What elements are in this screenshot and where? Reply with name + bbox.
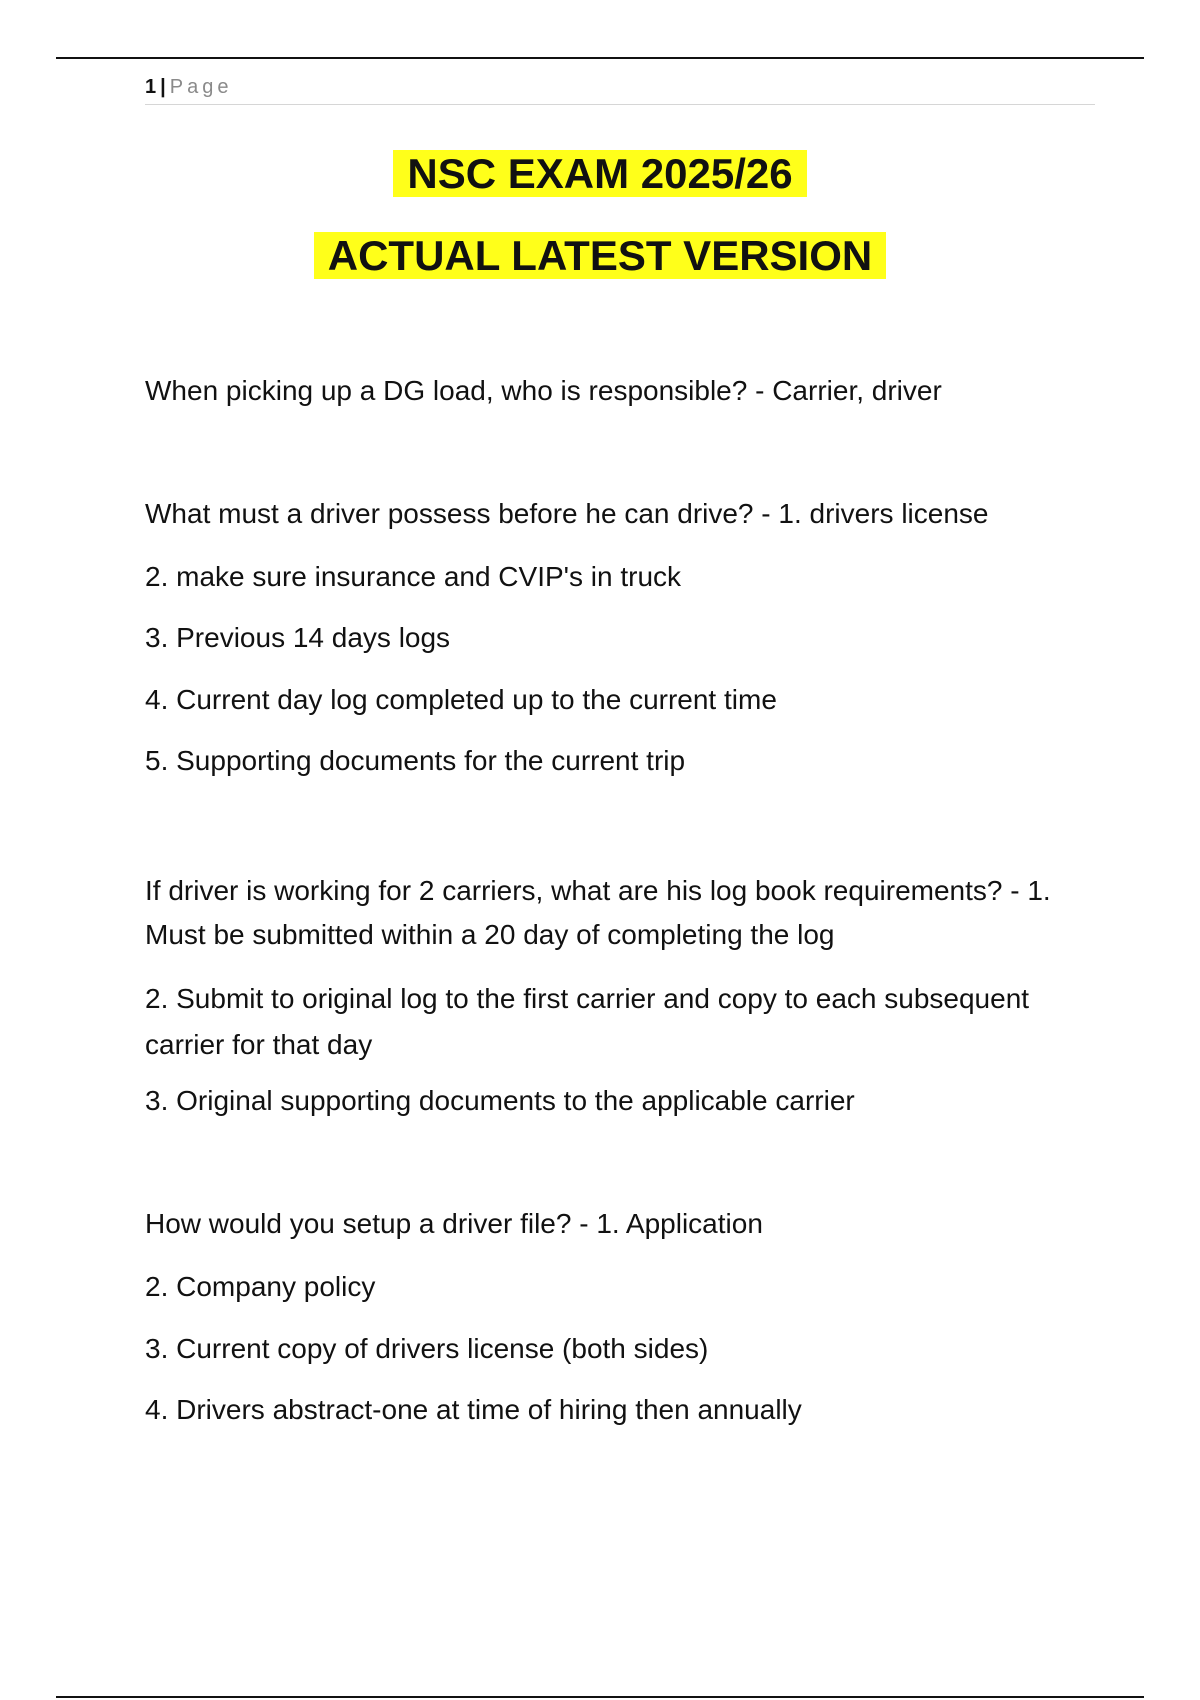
title-line-2-text: ACTUAL LATEST VERSION [314,232,886,279]
page-header [145,74,1095,105]
question-4: How would you setup a driver file? - 1. Application [145,1208,763,1239]
question-4-item: 2. Company policy [145,1271,376,1302]
question-2: What must a driver possess before he can drive? - 1. drivers license [145,498,989,529]
question-1: When picking up a DG load, who is responsible? - Carrier, driver [145,375,942,406]
question-2-item: 2. make sure insurance and CVIP's in truck [145,561,682,592]
title-line-2 [0,228,1200,284]
question-2-item: 4. Current day log completed up to the current time [145,684,777,715]
bottom-rule [56,1696,1144,1698]
title-line-1-text: NSC EXAM 2025/26 [393,150,806,197]
page-number: 1 [145,76,157,98]
question-3-item: 2. Submit to original log to the first carrier and copy to each subsequent carrier for that day [145,983,1030,1060]
question-4-item: 3. Current copy of drivers license (both sides) [145,1333,709,1364]
top-rule [56,57,1144,59]
question-2-item: 5. Supporting documents for the current trip [145,745,686,776]
question-4-item: 4. Drivers abstract-one at time of hiring then annually [145,1394,802,1425]
page-label: Page [169,76,233,98]
title-line-1 [0,146,1200,202]
question-3-item: 3. Original supporting documents to the applicable carrier [145,1085,855,1116]
page-separator: | [160,76,166,98]
question-2-item: 3. Previous 14 days logs [145,622,451,653]
question-3: If driver is working for 2 carriers, what are his log book requirements? - 1. Must be submitted within a 20 day of completing the log [145,875,1051,950]
